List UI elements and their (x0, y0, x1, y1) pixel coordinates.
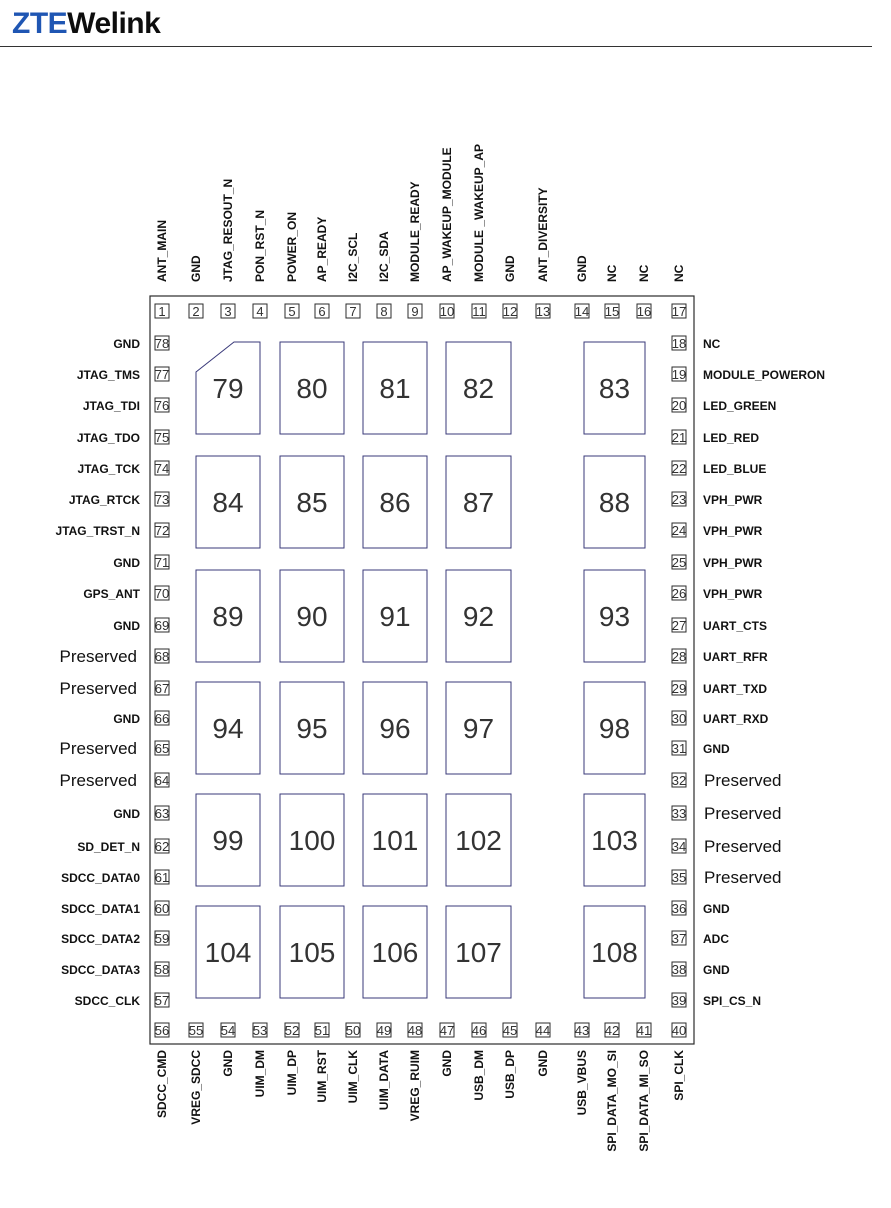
logo-welink-text: Welink (67, 7, 161, 40)
pad-group (196, 342, 645, 998)
bottom-pin-41 (637, 1023, 651, 1038)
right-pin-23-label: VPH_PWR (703, 493, 763, 507)
left-pin-58-number: 58 (154, 962, 170, 977)
right-pin-19 (672, 367, 686, 382)
left-pin-58-label: SDCC_DATA3 (61, 963, 140, 977)
pad-91-number: 91 (379, 601, 411, 632)
pad-80 (280, 342, 344, 434)
bottom-pin-49 (377, 1023, 391, 1038)
left-pin-61-label: SDCC_DATA0 (61, 871, 140, 885)
pad-90 (280, 570, 344, 662)
pad-86 (363, 456, 427, 548)
left-pin-77 (155, 367, 169, 382)
pad-107 (446, 906, 511, 998)
left-pin-68 (155, 649, 169, 664)
left-pin-78-number: 78 (154, 336, 170, 351)
pad-89 (196, 570, 260, 662)
top-pin-15-label: NC (605, 264, 619, 282)
left-pin-67-number: 67 (154, 681, 170, 696)
bottom-pin-48-label: VREG_RUIM (408, 1050, 422, 1122)
right-pin-34 (672, 839, 686, 854)
bottom-pin-43-label: USB_VBUS (575, 1050, 589, 1116)
left-pin-77-number: 77 (154, 367, 170, 382)
right-pin-20 (672, 398, 686, 413)
bottom-pin-46-label: USB_DM (472, 1050, 486, 1101)
top-pin-15 (605, 304, 619, 319)
right-pin-25 (672, 555, 686, 570)
pad-105-number: 105 (288, 937, 336, 968)
pad-86-number: 86 (379, 487, 411, 518)
top-pin-11-number: 11 (472, 304, 486, 319)
pad-108-number: 108 (591, 937, 638, 968)
right-pin-33-number: 33 (671, 806, 687, 821)
right-pin-18 (672, 336, 686, 351)
bottom-pin-41-number: 41 (636, 1023, 652, 1038)
top-pin-4-label: PON_RST_N (253, 209, 267, 282)
top-pin-16-number: 16 (636, 304, 652, 319)
right-pin-21 (672, 430, 686, 445)
right-pin-28-number: 28 (671, 649, 687, 664)
pad-94-number: 94 (212, 713, 244, 744)
bottom-pin-44-label: GND (536, 1050, 550, 1077)
bottom-pin-53-label: UIM_DM (253, 1050, 267, 1098)
bottom-pin-53-number: 53 (252, 1023, 268, 1038)
right-pin-30-label: UART_RXD (703, 712, 769, 726)
bottom-pin-52 (285, 1023, 299, 1038)
right-pin-37 (672, 931, 686, 946)
bottom-pin-40 (672, 1023, 686, 1038)
pad-97-number: 97 (462, 713, 495, 744)
bottom-pin-55-number: 55 (188, 1023, 204, 1038)
bottom-pin-47 (440, 1023, 454, 1038)
bottom-pin-56 (155, 1023, 169, 1038)
right-pin-32 (672, 773, 686, 788)
left-pin-76-label: JTAG_TDI (82, 399, 140, 413)
right-pin-26-number: 26 (671, 586, 687, 601)
pad-81-number: 81 (379, 373, 411, 404)
bottom-pin-54 (221, 1023, 235, 1038)
top-pin-8-label: I2C_SDA (377, 231, 391, 282)
bottom-pin-42-number: 42 (604, 1023, 620, 1038)
left-pin-71-number: 71 (154, 555, 170, 570)
pad-82 (446, 342, 511, 434)
pad-88-number: 88 (598, 487, 631, 518)
right-pin-38-number: 38 (671, 962, 687, 977)
right-pin-29-number: 29 (671, 681, 687, 696)
pad-96 (363, 682, 427, 774)
right-pin-33-label: Preserved (704, 804, 782, 823)
right-pin-26-label: VPH_PWR (703, 587, 763, 601)
left-pin-75-number: 75 (154, 430, 170, 445)
bottom-pin-53 (253, 1023, 267, 1038)
right-pin-35-number: 35 (671, 870, 687, 885)
pad-92 (446, 570, 511, 662)
left-pin-66 (155, 711, 169, 726)
right-pin-19-label: MODULE_POWERON (703, 368, 826, 382)
left-pin-78-label: GND (113, 337, 140, 351)
pad-98 (584, 682, 645, 774)
top-pin-12-label: GND (503, 255, 517, 282)
bottom-pin-45-number: 45 (502, 1023, 518, 1038)
right-pin-35-label: Preserved (704, 868, 782, 887)
bottom-pin-40-number: 40 (671, 1023, 687, 1038)
bottom-pin-45-label: USB_DP (503, 1050, 517, 1099)
logo-zte-text: ZTE (12, 7, 68, 40)
left-pin-58 (155, 962, 169, 977)
top-pin-13-label: ANT_DIVERSITY (536, 187, 550, 282)
pad-87-number: 87 (462, 487, 495, 518)
left-pin-68-label: Preserved (59, 647, 137, 666)
top-pin-3 (221, 304, 235, 319)
right-pin-27-number: 27 (671, 618, 687, 633)
right-pin-19-number: 19 (671, 367, 687, 382)
left-pin-69 (155, 618, 169, 633)
pad-94 (196, 682, 260, 774)
left-pin-62 (155, 839, 169, 854)
bottom-pin-51-number: 51 (314, 1023, 330, 1038)
left-pin-63-number: 63 (154, 806, 170, 821)
pad-100 (280, 794, 344, 886)
bottom-pin-49-number: 49 (376, 1023, 392, 1038)
pad-90-number: 90 (296, 601, 328, 632)
right-pin-24 (672, 523, 686, 538)
right-pin-36-label: GND (703, 902, 730, 916)
right-pin-36 (672, 901, 686, 916)
top-pin-17-number: 17 (671, 304, 687, 319)
left-pin-71 (155, 555, 169, 570)
right-pin-23-number: 23 (671, 492, 687, 507)
left-pin-77-label: JTAG_TMS (76, 368, 140, 382)
right-pin-21-number: 21 (671, 430, 687, 445)
pad-82-number: 82 (462, 373, 495, 404)
top-pin-9-number: 9 (411, 304, 419, 319)
left-pin-64 (155, 773, 169, 788)
right-pin-34-number: 34 (671, 839, 687, 854)
bottom-pin-43-number: 43 (574, 1023, 590, 1038)
right-pin-30-number: 30 (671, 711, 687, 726)
bottom-pin-50-label: UIM_CLK (346, 1050, 360, 1104)
right-pin-31 (672, 741, 686, 756)
left-pin-60-number: 60 (154, 901, 170, 916)
right-pin-20-label: LED_GREEN (703, 399, 777, 413)
top-pin-8 (377, 304, 391, 319)
top-pin-16-label: NC (637, 264, 651, 282)
right-pin-32-label: Preserved (704, 771, 782, 790)
top-pin-2-label: GND (189, 255, 203, 282)
left-pin-66-label: GND (113, 712, 140, 726)
pad-81 (363, 342, 427, 434)
top-pin-7-number: 7 (349, 304, 357, 319)
right-pin-29 (672, 681, 686, 696)
left-pin-63-label: GND (113, 807, 140, 821)
bottom-pin-51-label: UIM_RST (315, 1050, 329, 1103)
left-pin-74-number: 74 (154, 461, 170, 476)
pad-101 (363, 794, 427, 886)
bottom-pin-49-label: UIM_DATA (377, 1050, 391, 1111)
left-pin-57-number: 57 (154, 993, 170, 1008)
left-pin-78 (155, 336, 169, 351)
left-pin-72-label: JTAG_TRST_N (55, 524, 140, 538)
top-pin-17-label: NC (672, 264, 686, 282)
pad-79 (196, 342, 260, 434)
pad-95-number: 95 (296, 713, 328, 744)
top-pin-11 (472, 304, 486, 319)
right-pin-35 (672, 870, 686, 885)
top-pin-13-number: 13 (535, 304, 551, 319)
left-pin-69-number: 69 (154, 618, 170, 633)
left-pin-71-label: GND (113, 556, 140, 570)
top-pin-8-number: 8 (380, 304, 388, 319)
right-pin-39 (672, 993, 686, 1008)
pad-85-number: 85 (296, 487, 328, 518)
top-pin-6-number: 6 (318, 304, 326, 319)
bottom-pin-42-label: SPI_DATA_MO_SI (605, 1050, 619, 1152)
top-pin-12 (503, 304, 517, 319)
right-pin-25-number: 25 (671, 555, 687, 570)
top-pin-17 (672, 304, 686, 319)
left-pin-70-number: 70 (154, 586, 170, 601)
bottom-pin-45 (503, 1023, 517, 1038)
top-pin-4 (253, 304, 267, 319)
bottom-pin-48-number: 48 (407, 1023, 423, 1038)
top-pin-10-label: AP_WAKEUP_MODULE (440, 147, 454, 282)
top-pin-5-number: 5 (288, 304, 296, 319)
top-pin-3-label: JTAG_RESOUT_N (221, 178, 235, 282)
top-pin-7-label: I2C_SCL (346, 232, 360, 282)
right-pin-28-label: UART_RFR (703, 650, 768, 664)
pad-102-number: 102 (455, 825, 502, 856)
pad-108 (584, 906, 645, 998)
left-pin-74 (155, 461, 169, 476)
left-pin-67 (155, 681, 169, 696)
right-pin-28 (672, 649, 686, 664)
bottom-pin-44-number: 44 (535, 1023, 551, 1038)
right-pin-30 (672, 711, 686, 726)
top-pin-4-number: 4 (256, 304, 264, 319)
pad-87 (446, 456, 511, 548)
left-pin-69-label: GND (113, 619, 140, 633)
right-pin-18-number: 18 (671, 336, 687, 351)
bottom-pin-54-label: GND (221, 1050, 235, 1077)
top-pin-14 (575, 304, 589, 319)
right-pin-26 (672, 586, 686, 601)
bottom-pin-51 (315, 1023, 329, 1038)
top-pin-15-number: 15 (604, 304, 620, 319)
left-pin-65 (155, 741, 169, 756)
top-pin-5-label: POWER_ON (285, 211, 299, 282)
right-pin-29-label: UART_TXD (703, 682, 768, 696)
top-pin-2 (189, 304, 203, 319)
top-pin-10 (440, 304, 454, 319)
left-pin-57-label: SDCC_CLK (74, 994, 140, 1008)
right-pin-36-number: 36 (671, 901, 687, 916)
left-pin-61 (155, 870, 169, 885)
top-pin-1-number: 1 (158, 304, 166, 319)
top-pin-1-label: ANT_MAIN (155, 220, 169, 282)
left-pin-67-label: Preserved (59, 679, 137, 698)
left-pin-57 (155, 993, 169, 1008)
top-pin-10-number: 10 (439, 304, 455, 319)
right-pin-37-label: ADC (703, 932, 729, 946)
left-pin-59 (155, 931, 169, 946)
pad-107-number: 107 (455, 937, 502, 968)
pad-106 (363, 906, 427, 998)
pad-96-number: 96 (379, 713, 411, 744)
right-pin-22 (672, 461, 686, 476)
bottom-pin-54-number: 54 (220, 1023, 236, 1038)
top-pin-5 (285, 304, 299, 319)
left-pin-72 (155, 523, 169, 538)
left-pin-63 (155, 806, 169, 821)
left-pin-72-number: 72 (154, 523, 170, 538)
bottom-pin-50-number: 50 (345, 1023, 361, 1038)
top-pin-9-label: MODULE_READY (408, 181, 422, 282)
right-pin-27-label: UART_CTS (703, 619, 768, 633)
top-pin-7 (346, 304, 360, 319)
pad-84 (196, 456, 260, 548)
right-pin-34-label: Preserved (704, 837, 782, 856)
pad-89-number: 89 (212, 601, 244, 632)
pad-97 (446, 682, 511, 774)
pad-103-number: 103 (591, 825, 638, 856)
bottom-pin-48 (408, 1023, 422, 1038)
top-pin-1 (155, 304, 169, 319)
left-pin-73-label: JTAG_RTCK (68, 493, 140, 507)
right-pin-22-label: LED_BLUE (703, 462, 767, 476)
right-pin-38-label: GND (703, 963, 730, 977)
right-pin-39-label: SPI_CS_N (703, 994, 762, 1008)
bottom-pin-56-number: 56 (154, 1023, 170, 1038)
top-pin-2-number: 2 (192, 304, 200, 319)
pad-99 (196, 794, 260, 886)
pad-88 (584, 456, 645, 548)
top-pin-14-number: 14 (574, 304, 590, 319)
right-pin-25-label: VPH_PWR (703, 556, 763, 570)
top-pin-9 (408, 304, 422, 319)
left-pin-65-number: 65 (154, 741, 170, 756)
top-pin-12-number: 12 (502, 304, 518, 319)
pad-99-number: 99 (212, 825, 244, 856)
bottom-pin-41-label: SPI_DATA_MI_SO (637, 1050, 651, 1152)
bottom-pin-55 (189, 1023, 203, 1038)
left-pin-70 (155, 586, 169, 601)
pad-104-number: 104 (204, 937, 252, 968)
top-pin-14-label: GND (575, 255, 589, 282)
left-pin-75 (155, 430, 169, 445)
bottom-pin-46-number: 46 (471, 1023, 487, 1038)
pad-95 (280, 682, 344, 774)
bottom-pin-52-number: 52 (284, 1023, 300, 1038)
pad-103 (584, 794, 645, 886)
pad-84-number: 84 (212, 487, 244, 518)
bottom-pin-47-number: 47 (439, 1023, 455, 1038)
bottom-pin-55-label: VREG_SDCC (189, 1050, 203, 1125)
left-pin-73 (155, 492, 169, 507)
left-pin-59-number: 59 (154, 931, 170, 946)
right-pin-20-number: 20 (671, 398, 687, 413)
right-pin-21-label: LED_RED (703, 431, 760, 445)
top-pin-6-label: AP_READY (315, 216, 329, 282)
pad-101-number: 101 (371, 825, 419, 856)
bottom-pin-56-label: SDCC_CMD (155, 1050, 169, 1119)
right-pin-23 (672, 492, 686, 507)
top-pin-3-number: 3 (224, 304, 232, 319)
pad-91 (363, 570, 427, 662)
pad-79-number: 79 (212, 373, 244, 404)
left-pin-59-label: SDCC_DATA2 (61, 932, 140, 946)
left-pin-73-number: 73 (154, 492, 170, 507)
pad-105 (280, 906, 344, 998)
left-pin-66-number: 66 (154, 711, 170, 726)
right-pin-18-label: NC (703, 337, 721, 351)
pad-106-number: 106 (371, 937, 419, 968)
module-outline (150, 296, 694, 1044)
bottom-pin-43 (575, 1023, 589, 1038)
right-pin-24-label: VPH_PWR (703, 524, 763, 538)
pad-100-number: 100 (288, 825, 336, 856)
pad-98-number: 98 (598, 713, 631, 744)
left-pin-62-number: 62 (154, 839, 170, 854)
left-pin-60 (155, 901, 169, 916)
right-pin-33 (672, 806, 686, 821)
left-pin-64-number: 64 (154, 773, 170, 788)
pad-93-number: 93 (598, 601, 631, 632)
pad-102 (446, 794, 511, 886)
left-pin-68-number: 68 (154, 649, 170, 664)
top-pin-16 (637, 304, 651, 319)
right-pin-32-number: 32 (671, 773, 687, 788)
pad-92-number: 92 (462, 601, 495, 632)
pad-83-number: 83 (598, 373, 631, 404)
top-pin-13 (536, 304, 550, 319)
left-pin-60-label: SDCC_DATA1 (61, 902, 140, 916)
pad-85 (280, 456, 344, 548)
pad-83 (584, 342, 645, 434)
left-pin-64-label: Preserved (59, 771, 137, 790)
right-pin-31-number: 31 (671, 741, 687, 756)
left-pin-75-label: JTAG_TDO (76, 431, 140, 445)
left-pin-65-label: Preserved (59, 739, 137, 758)
right-pin-38 (672, 962, 686, 977)
right-pin-27 (672, 618, 686, 633)
bottom-pin-44 (536, 1023, 550, 1038)
right-pin-31-label: GND (703, 742, 730, 756)
top-pin-11-label: MODULE _WAKEUP_AP (472, 143, 486, 282)
bottom-pin-42 (605, 1023, 619, 1038)
left-pin-70-label: GPS_ANT (83, 587, 140, 601)
bottom-pin-50 (346, 1023, 360, 1038)
right-pin-24-number: 24 (671, 523, 687, 538)
left-pin-76-number: 76 (154, 398, 170, 413)
pad-93 (584, 570, 645, 662)
bottom-pin-40-label: SPI_CLK (672, 1050, 686, 1101)
right-pin-22-number: 22 (671, 461, 687, 476)
pad-80-number: 80 (296, 373, 328, 404)
bottom-pin-52-label: UIM_DP (285, 1050, 299, 1096)
top-pin-6 (315, 304, 329, 319)
left-pin-62-label: SD_DET_N (77, 840, 140, 854)
pin-group (56, 144, 825, 1152)
right-pin-39-number: 39 (671, 993, 687, 1008)
right-pin-37-number: 37 (671, 931, 687, 946)
left-pin-61-number: 61 (154, 870, 170, 885)
left-pin-76 (155, 398, 169, 413)
bottom-pin-46 (472, 1023, 486, 1038)
bottom-pin-47-label: GND (440, 1050, 454, 1077)
left-pin-74-label: JTAG_TCK (77, 462, 140, 476)
pad-104 (196, 906, 260, 998)
